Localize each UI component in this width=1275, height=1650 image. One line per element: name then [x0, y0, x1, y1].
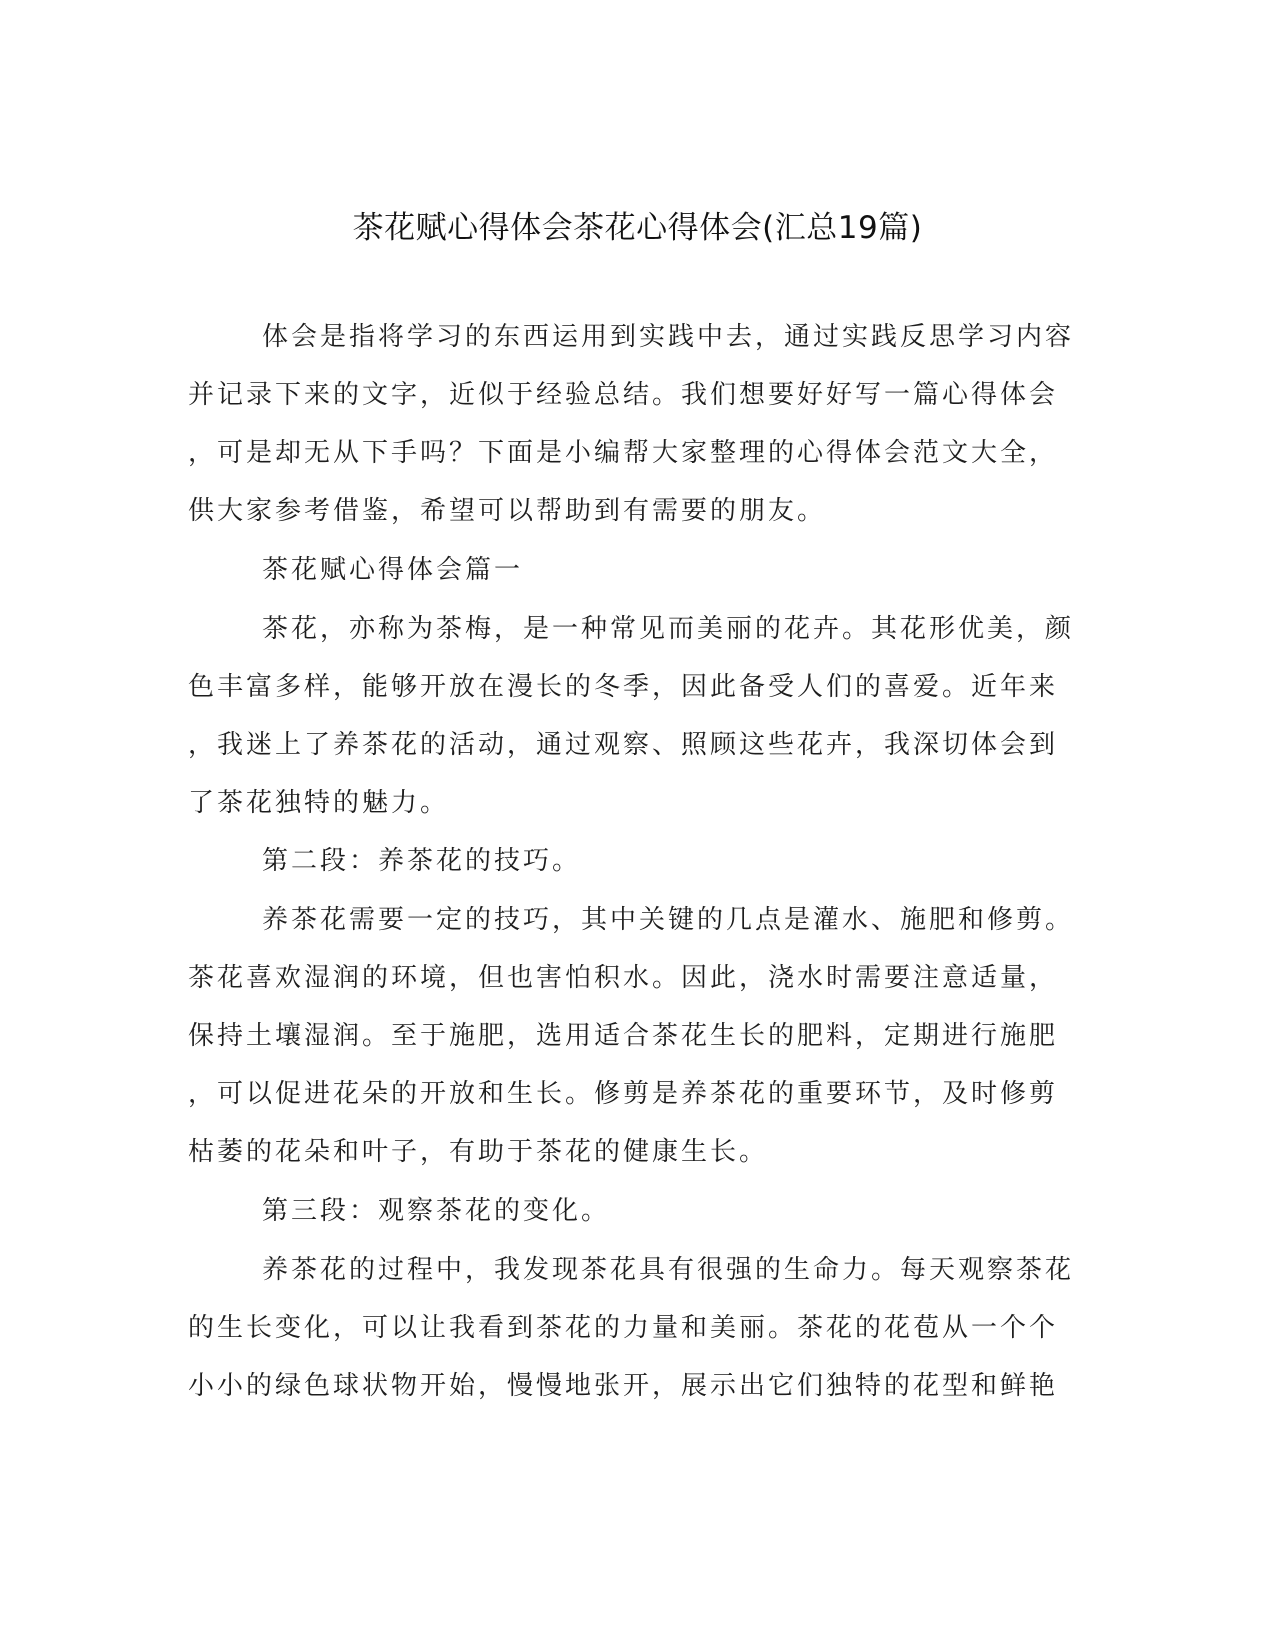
section-heading: 第三段：观察茶花的变化。	[262, 1196, 611, 1226]
body-line: ，可以促进花朵的开放和生长。修剪是养茶花的重要环节，及时修剪	[188, 1079, 1059, 1109]
body-line: 色丰富多样，能够开放在漫长的冬季，因此备受人们的喜爱。近年来	[188, 672, 1059, 702]
body-line: 保持土壤湿润。至于施肥，选用适合茶花生长的肥料，定期进行施肥	[188, 1021, 1059, 1051]
body-line: 养茶花需要一定的技巧，其中关键的几点是灌水、施肥和修剪。	[262, 905, 1075, 935]
section-heading: 茶花赋心得体会篇一	[262, 555, 524, 585]
section-heading: 第二段：养茶花的技巧。	[262, 846, 582, 876]
body-line: 并记录下来的文字，近似于经验总结。我们想要好好写一篇心得体会	[188, 380, 1059, 410]
body-line: ，我迷上了养茶花的活动，通过观察、照顾这些花卉，我深切体会到	[188, 730, 1059, 760]
body-line: 的生长变化，可以让我看到茶花的力量和美丽。茶花的花苞从一个个	[188, 1313, 1059, 1343]
document-title: 茶花赋心得体会茶花心得体会(汇总19篇)	[352, 210, 923, 246]
body-line: 茶花，亦称为茶梅，是一种常见而美丽的花卉。其花形优美，颜	[262, 614, 1075, 644]
body-line: 枯萎的花朵和叶子，有助于茶花的健康生长。	[188, 1137, 769, 1167]
body-line: 养茶花的过程中，我发现茶花具有很强的生命力。每天观察茶花	[262, 1255, 1075, 1285]
body-line: 茶花喜欢湿润的环境，但也害怕积水。因此，浇水时需要注意适量，	[188, 963, 1059, 993]
body-line: ，可是却无从下手吗？下面是小编帮大家整理的心得体会范文大全，	[188, 438, 1059, 468]
body-line: 了茶花独特的魅力。	[188, 788, 450, 818]
body-line: 小小的绿色球状物开始，慢慢地张开，展示出它们独特的花型和鲜艳	[188, 1371, 1059, 1401]
body-line: 供大家参考借鉴，希望可以帮助到有需要的朋友。	[188, 496, 827, 526]
body-line: 体会是指将学习的东西运用到实践中去，通过实践反思学习内容	[262, 322, 1075, 352]
